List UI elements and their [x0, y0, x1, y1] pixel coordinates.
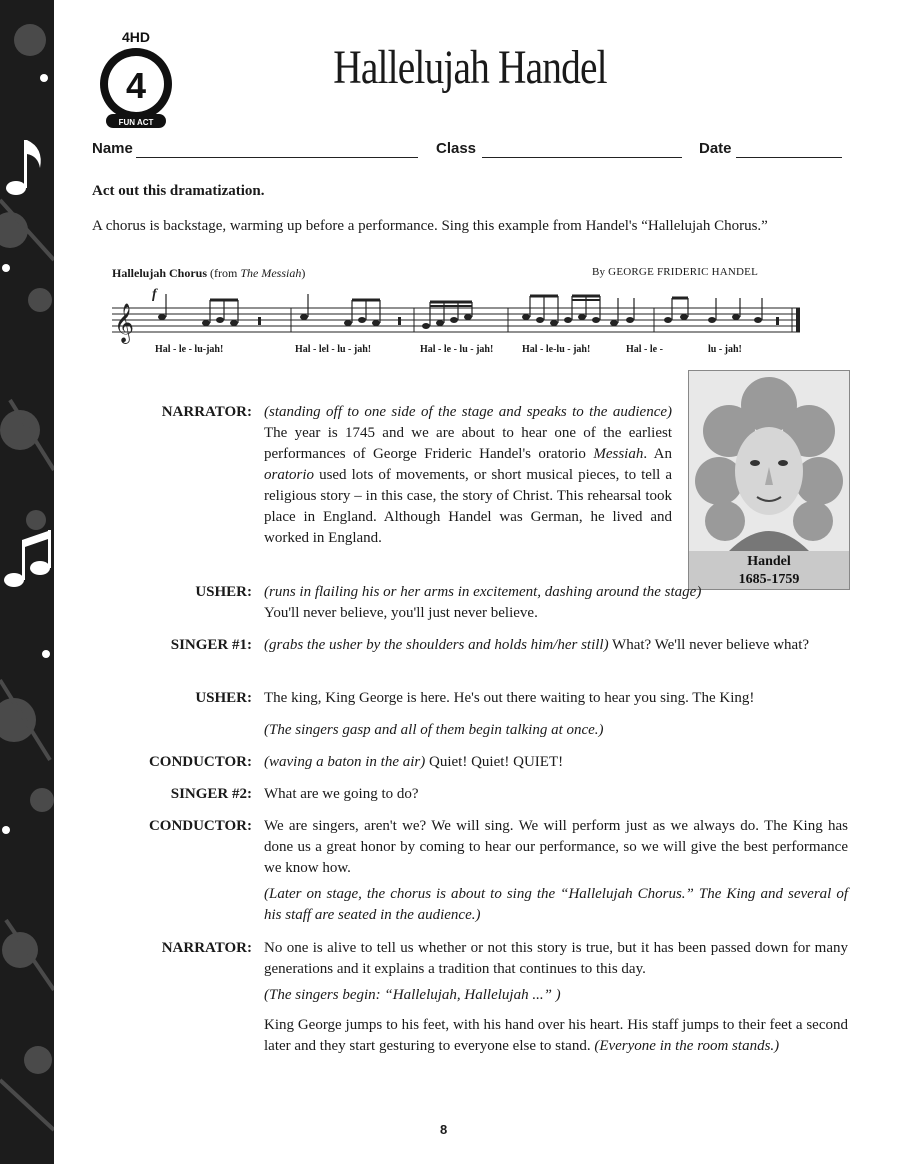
portrait-name: Handel	[747, 554, 791, 569]
lyric-5: Hal - le -	[626, 344, 663, 355]
spoken-text: King George jumps to his feet, with his hand over his heart. His staff jumps to their feet a second later and they start gesturing to everyone else to stand.	[264, 1017, 848, 1054]
badge-number: 4	[125, 65, 147, 106]
date-label: Date	[699, 140, 732, 157]
student-info-row	[92, 140, 852, 164]
lyric-3: Hal - le - lu - jah!	[420, 344, 494, 355]
line-singer2: What are we going to do?	[264, 786, 419, 802]
class-label: Class	[436, 140, 477, 157]
speaker-narrator-1: NARRATOR:	[161, 404, 252, 420]
speaker-narrator-2: NARRATOR:	[161, 940, 252, 956]
speaker-conductor-1: CONDUCTOR:	[148, 754, 252, 770]
spoken-text: The year is 1745 and we are about to hear one of the earliest performances of George Frideric Handel's oratorio	[264, 425, 672, 462]
stage-direction-singers: (The singers begin: “Hallelujah, Hallelujah ...” )	[264, 987, 561, 1003]
name-field-line[interactable]	[136, 157, 418, 158]
instruction-text: Act out this dramatization.	[92, 183, 265, 199]
stage-direction: (Everyone in the room stands.)	[594, 1038, 780, 1054]
stage-direction: (grabs the usher by the shoulders and holds him/her still)	[264, 637, 609, 653]
stage-direction-gasp: (The singers gasp and all of them begin talking at once.)	[264, 722, 604, 738]
sidebar-pattern	[0, 0, 54, 1164]
line-narrator-1	[264, 402, 672, 549]
spoken-text: You'll never believe, you'll just never believe.	[264, 605, 538, 621]
speaker-singer1: SINGER #1:	[170, 637, 252, 653]
line-usher-1	[264, 582, 704, 624]
line-narrator-2: No one is alive to tell us whether or not this story is true, but it has been passed down for many generations and it explains a tradition that continues to this day.	[264, 940, 848, 977]
score-title	[112, 266, 305, 281]
decorative-sidebar	[0, 0, 54, 1164]
lyric-2: Hal - lel - lu - jah!	[295, 344, 372, 355]
score-title-bold: Hallelujah Chorus	[112, 266, 208, 280]
name-label: Name	[92, 140, 133, 157]
portrait-years: 1685-1759	[738, 572, 800, 587]
lyric-1: Hal - le - lu-jah!	[155, 344, 224, 355]
stage-direction: (runs in flailing his or her arms in excitement, dashing around the stage)	[264, 584, 702, 600]
work-title: Messiah	[593, 446, 644, 462]
date-field-line[interactable]	[736, 157, 842, 158]
score-title-close: )	[301, 266, 306, 280]
term-text: oratorio	[264, 467, 315, 483]
treble-clef-icon: 𝄞	[114, 303, 135, 343]
lyric-6: lu - jah!	[708, 344, 742, 355]
line-narrator-3	[264, 1015, 848, 1057]
score-title-from: (from	[210, 266, 241, 280]
stage-direction: (standing off to one side of the stage and speaks to the audience)	[264, 404, 672, 420]
spoken-text-3: used lots of movements, or short musical pieces, to tell a religious story – in this case, the story of Christ. This rehearsal took place in England. Although Handel was German, he lived and worked in England.	[264, 467, 672, 546]
speaker-conductor-2: CONDUCTOR:	[148, 818, 252, 834]
spoken-text: What? We'll never believe what?	[608, 637, 810, 653]
score-title-work: The Messiah	[240, 266, 302, 280]
portrait-image	[689, 371, 849, 551]
line-conductor-2: We are singers, aren't we? We will sing. We will perform just as we always do. The King has done us a great honor by coming to hear our performance, so we will give the best performance we know how.	[264, 818, 848, 876]
line-usher-2: The king, King George is here. He's out there waiting to hear you sing. The King!	[264, 690, 755, 706]
stage-direction: (waving a baton in the air)	[264, 754, 426, 770]
badge-top-text: 4HD	[121, 29, 151, 45]
activity-badge	[94, 26, 178, 130]
speaker-singer2: SINGER #2:	[170, 786, 252, 802]
page-number: 8	[440, 1122, 448, 1137]
spoken-text: Quiet! Quiet! QUIET!	[425, 754, 564, 770]
class-field-line[interactable]	[482, 157, 682, 158]
lyric-4: Hal - le-lu - jah!	[522, 344, 591, 355]
speaker-usher-1: USHER:	[195, 584, 252, 600]
spoken-text-2: . An	[643, 446, 673, 462]
stage-direction-later: (Later on stage, the chorus is about to sing the “Hallelujah Chorus.” The King and several of his staff are seated in the audience.)	[264, 886, 848, 923]
handel-portrait	[688, 370, 850, 590]
line-singer1	[264, 635, 850, 656]
intro-paragraph: A chorus is backstage, warming up before a performance. Sing this example from Handel's “Hallelujah Chorus.”	[92, 218, 768, 234]
page-title: Hallelujah Handel	[333, 41, 607, 94]
dynamic-mark: f	[152, 287, 157, 302]
score-composer: By GEORGE FRIDERIC HANDEL	[592, 266, 759, 278]
badge-bottom-text: FUN ACT	[118, 118, 154, 127]
speaker-usher-2: USHER:	[195, 690, 252, 706]
line-conductor-1	[264, 752, 850, 773]
